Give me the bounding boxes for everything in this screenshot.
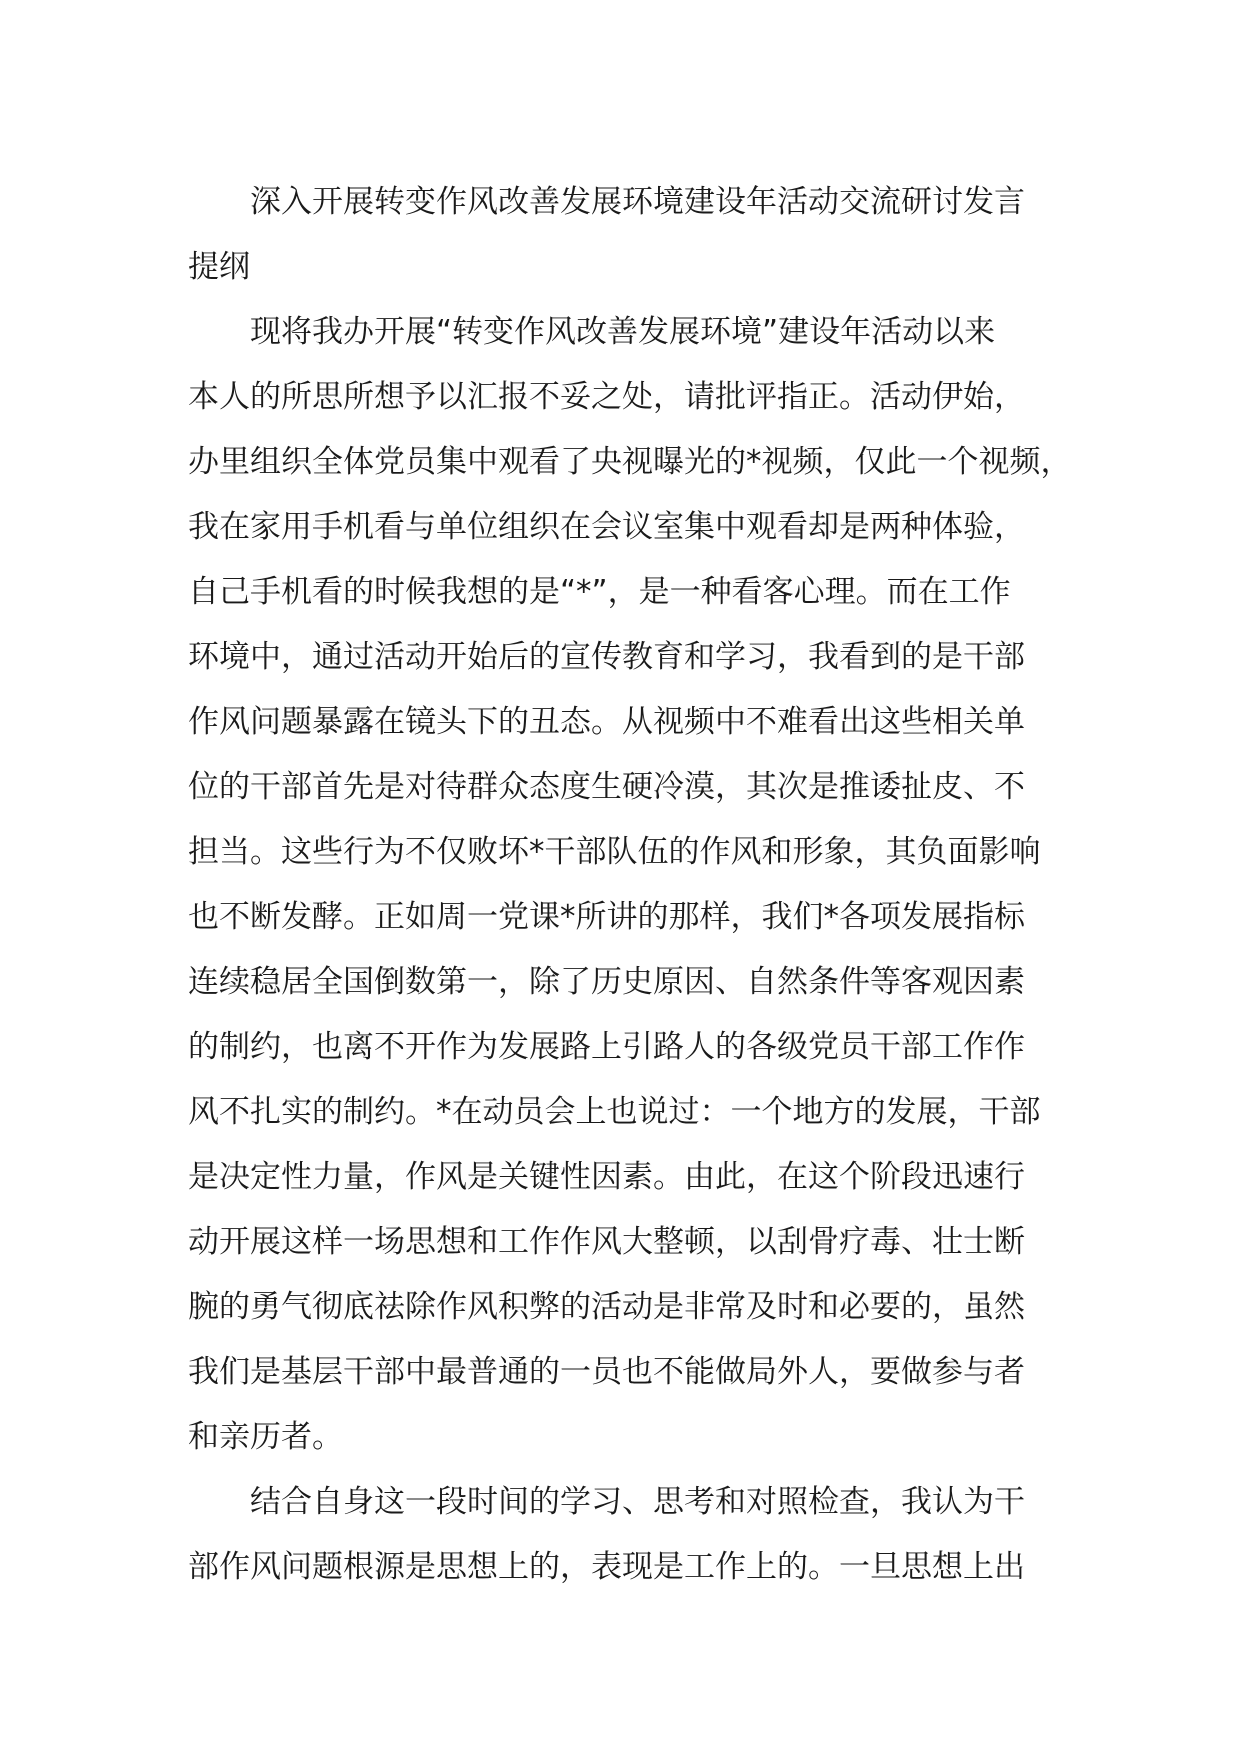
paragraph-line: 动开展这样一场思想和工作作风大整顿，以刮骨疗毒、壮士断: [188, 1224, 1025, 1260]
paragraph-line: 腕的勇气彻底祛除作风积弊的活动是非常及时和必要的，虽然: [188, 1289, 1025, 1325]
paragraph-line: 现将我办开展“转变作风改善发展环境”建设年活动以来: [250, 314, 996, 350]
paragraph-line: 环境中，通过活动开始后的宣传教育和学习，我看到的是干部: [188, 639, 1025, 675]
paragraph-line: 是决定性力量，作风是关键性因素。由此，在这个阶段迅速行: [188, 1159, 1025, 1195]
paragraph-2: [188, 1470, 1063, 1600]
paragraph-line: 我们是基层干部中最普通的一员也不能做局外人，要做参与者: [188, 1354, 1025, 1390]
paragraph-line: 风不扎实的制约。*在动员会上也说过：一个地方的发展，干部: [188, 1094, 1041, 1130]
document-title: [188, 170, 1063, 300]
paragraph-1: [188, 300, 1072, 1470]
paragraph-line: 办里组织全体党员集中观看了央视曝光的*视频，仅此一个视频，: [188, 444, 1072, 480]
paragraph-line: 部作风问题根源是思想上的，表现是工作上的。一旦思想上出: [188, 1549, 1025, 1585]
paragraph-line: 我在家用手机看与单位组织在会议室集中观看却是两种体验，: [188, 509, 1025, 545]
paragraph-line: 结合自身这一段时间的学习、思考和对照检查，我认为干: [250, 1484, 1025, 1520]
paragraph-line: 连续稳居全国倒数第一，除了历史原因、自然条件等客观因素: [188, 964, 1025, 1000]
paragraph-line: 的制约，也离不开作为发展路上引路人的各级党员干部工作作: [188, 1029, 1025, 1065]
paragraph-line: 自己手机看的时候我想的是“*”，是一种看客心理。而在工作: [188, 574, 1011, 610]
title-line: 深入开展转变作风改善发展环境建设年活动交流研讨发言: [250, 184, 1025, 220]
paragraph-line: 也不断发酵。正如周一党课*所讲的那样，我们*各项发展指标: [188, 899, 1025, 935]
paragraph-line: 作风问题暴露在镜头下的丑态。从视频中不难看出这些相关单: [188, 704, 1025, 740]
paragraph-line: 位的干部首先是对待群众态度生硬冷漠，其次是推诿扯皮、不: [188, 769, 1025, 805]
document-body: [188, 170, 1072, 1600]
title-line: 提纲: [188, 249, 250, 285]
paragraph-line: 担当。这些行为不仅败坏*干部队伍的作风和形象，其负面影响: [188, 834, 1041, 870]
paragraph-line: 和亲历者。: [188, 1419, 343, 1455]
paragraph-line: 本人的所思所想予以汇报不妥之处，请批评指正。活动伊始，: [188, 379, 1025, 415]
